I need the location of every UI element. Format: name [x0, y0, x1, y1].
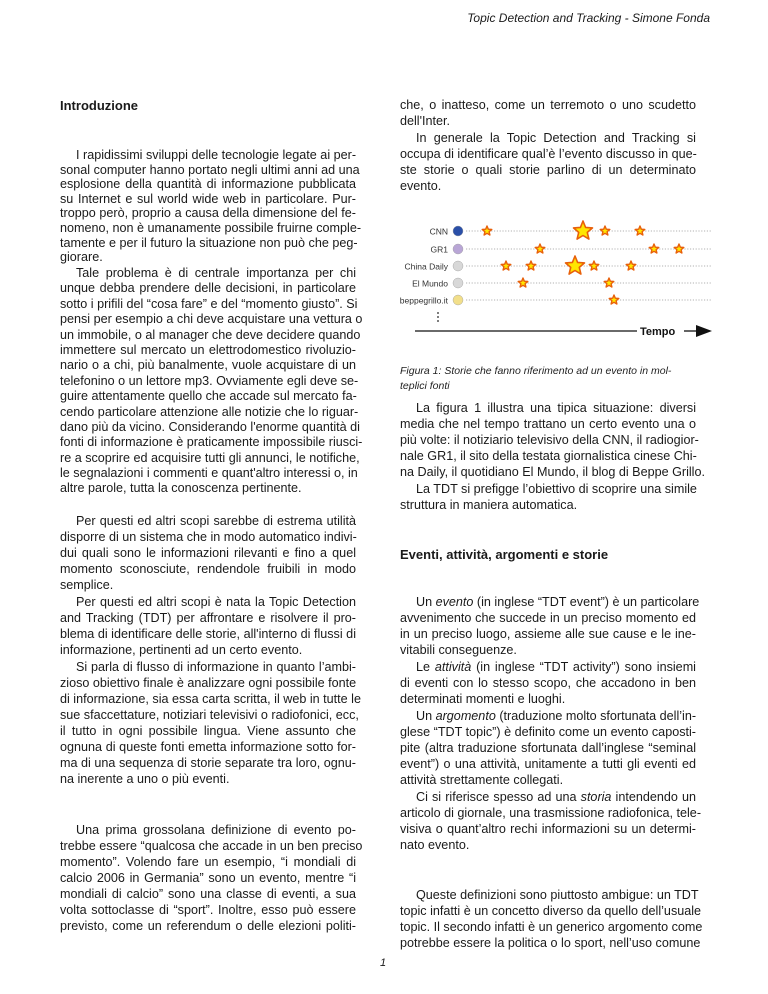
- text-line: evento.: [400, 179, 442, 193]
- text-line: I rapidissimi sviluppi delle tecnologie legate ai per-: [76, 148, 357, 162]
- text-line: dui quali sono le informazioni rilevanti e fino a quel: [60, 546, 356, 560]
- story-star-icon: [635, 226, 645, 235]
- text-line: and Tracking (TDT) per affrontare e risolvere il pro-: [60, 611, 356, 625]
- source-label: beppegrillo.it: [399, 295, 448, 306]
- text-line: visiva o quant’altro rechi informazioni su un determi-: [400, 822, 696, 836]
- text-line: volta sottoclasse di “sport”. Inoltre, esso può essere: [60, 903, 356, 917]
- text-line: [400, 708, 696, 724]
- axis-label: Tempo: [640, 326, 676, 338]
- paragraph: [60, 822, 363, 934]
- text-line: nario o a chi, più banalmente, vuole acquistare di un: [60, 358, 356, 373]
- more-sources-dot: [437, 320, 439, 322]
- source-label: GR1: [430, 244, 448, 255]
- text-line: Per questi ed altri scopi sarebbe di estrema utilità: [76, 514, 356, 528]
- text-line: un immobile, o al manager che deve decidere quando: [60, 327, 361, 342]
- text-line: momento”. Volendo fare un esempio, “i mondiali di: [60, 855, 356, 869]
- text-line: dell'Inter.: [400, 114, 451, 128]
- text-line: ognuna di queste fonti emetta informazione sotto for-: [60, 740, 356, 754]
- text-line: na inerente a uno o più eventi.: [60, 772, 230, 786]
- story-star-icon: [518, 278, 528, 287]
- text-line: vitabili conseguenze.: [400, 643, 517, 657]
- emphasized-term: attività: [434, 660, 472, 674]
- emphasized-term: evento: [435, 595, 474, 609]
- text-line: nomeno, non è umanamente possibile fruirne comple-: [60, 220, 362, 235]
- paragraph: [400, 789, 702, 853]
- text-line: pite (altra traduzione sfortunata dall’inglese “seminal: [400, 741, 696, 755]
- text-line: unque debba prendere delle decisioni, in particolare: [60, 281, 356, 296]
- arrow-right-icon: [696, 325, 712, 337]
- story-star-icon: [566, 256, 585, 274]
- text-line: zioso obiettivo finale è analizzare ogni possibile fonte: [60, 676, 357, 690]
- text-line: Si parla di flusso di informazione in quanto l’ambi-: [76, 660, 356, 674]
- text-line: sonal computer hanno portato negli ultimi anni ad una: [60, 162, 360, 177]
- text-line: na Daily, il quotidiano El Mundo, il blog di Beppe Grillo.: [400, 465, 705, 479]
- text-span: intendendo un: [611, 790, 696, 804]
- text-line: cendo particolare attenzione alle notizie che lo riguar-: [60, 404, 359, 419]
- text-line: le segnalazioni i commenti e quant'altro interessi o, in: [60, 466, 358, 481]
- text-span: Un: [416, 709, 436, 723]
- text-line: momento sconosciute, rendendole fruibili in modo: [60, 562, 356, 576]
- section-heading-introduzione: Introduzione: [60, 98, 138, 113]
- emphasized-term: storia: [580, 790, 612, 804]
- story-star-icon: [526, 261, 536, 270]
- source-label: CNN: [429, 226, 448, 237]
- text-line: troppo però, proprio a causa della dimensione del fe-: [60, 206, 356, 221]
- text-span: Un: [416, 595, 436, 609]
- text-line: pensi per esempio a chi deve acquistare una vettura o: [60, 312, 363, 327]
- text-line: giorare.: [60, 250, 103, 265]
- text-line: Per questi ed altri scopi è nata la Topic Detection: [76, 595, 356, 609]
- text-line: altre parole, tutta la conoscenza pertinente.: [60, 481, 302, 496]
- text-line: [400, 789, 696, 805]
- page-number: 1: [380, 957, 387, 969]
- paragraph: [60, 594, 356, 658]
- section-heading-eventi: Eventi, attività, argomenti e storie: [400, 547, 609, 562]
- text-line: esplosione della quantità di informazione pubblicata: [60, 177, 356, 192]
- story-star-icon: [482, 226, 492, 235]
- text-line: su Internet e sul world wide web in particolare. Pur-: [60, 191, 356, 206]
- text-line: attività strettamente collegati.: [400, 773, 564, 787]
- text-line: [400, 594, 700, 610]
- text-line: determinati momenti e luoghi.: [400, 692, 566, 706]
- text-line: informazione, pertinenti ad un certo evento.: [60, 643, 303, 657]
- running-header: Topic Detection and Tracking - Simone Fonda: [467, 11, 710, 25]
- text-line: tamente e per il futuro la situazione non può che peg-: [60, 235, 358, 250]
- globe-icon: [453, 226, 463, 236]
- text-line: calcio 2006 in Germania” sono un evento, mentre “i: [60, 871, 356, 885]
- text-line: topic. Il secondo infatti è un generico argomento come: [400, 920, 703, 934]
- text-line: avvenimento che succede in un preciso momento ed: [400, 611, 696, 625]
- text-line: sue sfaccettature, notiziari televisivi o radiofonici, ecc,: [60, 708, 359, 722]
- caption-line: teplici fonti: [400, 380, 450, 392]
- story-star-icon: [574, 221, 593, 239]
- story-star-icon: [649, 244, 659, 253]
- more-sources-dot: [437, 316, 439, 318]
- text-line: semplice.: [60, 578, 114, 592]
- text-line: guire attentamente quello che accade sul mercato fa-: [60, 389, 357, 404]
- document-icon: [453, 261, 463, 271]
- text-line: ma di una sequenza di storie separate tra loro, ognu-: [60, 756, 356, 770]
- paragraph: [400, 708, 696, 788]
- text-line: Una prima grossolana definizione di evento po-: [76, 823, 356, 837]
- emphasized-term: argomento: [435, 709, 496, 723]
- text-line: di eventi con lo stesso scopo, che accadono in ben: [400, 676, 696, 690]
- text-line: telefonino o un lettore mp3. Ovviamente egli deve se-: [60, 373, 359, 388]
- text-line: nato evento.: [400, 838, 470, 852]
- radio-icon: [453, 244, 463, 254]
- text-line: re a scoprire ed acquisire tutti gli annunci, le notifiche,: [60, 450, 360, 465]
- text-span: (in inglese “TDT event”) è un particolare: [473, 595, 700, 609]
- source-label: El Mundo: [412, 278, 448, 289]
- text-span: Le: [416, 660, 435, 674]
- caption-line: Figura 1: Storie che fanno riferimento ad un evento in mol-: [400, 365, 672, 377]
- paragraph: [400, 400, 705, 480]
- text-line: sotto i prifili del “cosa fare” e del “momento giusto”. Si: [60, 296, 358, 311]
- text-line: media che nel tempo trattano un certo evento una o: [400, 417, 696, 431]
- text-line: glese “TDT topic”) è definito come un evento caposti-: [400, 725, 696, 739]
- text-line: dano più da vicino. Considerando l'enorme quantità di: [60, 419, 360, 434]
- paragraph: [400, 594, 700, 658]
- text-line: più volte: il notiziario televisivo della CNN, il radiogior-: [400, 433, 699, 447]
- figure-caption: [400, 364, 700, 394]
- text-line: [400, 659, 696, 675]
- paragraph: [60, 659, 361, 787]
- story-star-icon: [604, 278, 614, 287]
- text-line: che, o inatteso, come un terremoto o uno scudetto: [400, 98, 696, 112]
- figure-1: [0, 0, 768, 360]
- story-star-icon: [674, 244, 684, 253]
- text-line: ste storie o quali storie parlino di un determinato: [400, 163, 696, 177]
- text-span: (in inglese “TDT activity”) sono insiemi: [471, 660, 696, 674]
- text-line: nale GR1, il sito della testata giornalistica cinese Chi-: [400, 449, 697, 463]
- text-line: topic infatti è un concetto diverso da quello dell’usuale: [400, 904, 702, 918]
- source-label: China Daily: [404, 261, 448, 272]
- text-line: di informazione, sia essa carta scritta, il web in tutte le: [60, 692, 361, 706]
- text-line: In generale la Topic Detection and Tracking si: [416, 131, 696, 145]
- more-sources-dot: [437, 312, 439, 314]
- text-line: trebbe essere “qualcosa che accade in un ben preciso: [60, 839, 363, 853]
- text-line: articolo di giornale, una trasmissione radiofonica, tele-: [400, 806, 702, 820]
- story-star-icon: [609, 295, 619, 304]
- story-star-icon: [501, 261, 511, 270]
- text-line: mondiali di calcio” sono una classe di eventi, a sua: [60, 887, 356, 901]
- paragraph: [60, 513, 356, 593]
- story-star-icon: [589, 261, 599, 270]
- text-line: struttura in maniera automatica.: [400, 498, 578, 512]
- story-star-icon: [535, 244, 545, 253]
- story-star-icon: [600, 226, 610, 235]
- notes-icon: [453, 295, 463, 305]
- text-line: blema di identificare delle storie, all'interno di flussi di: [60, 627, 356, 641]
- story-star-icon: [626, 261, 636, 270]
- document-icon: [453, 278, 463, 288]
- text-line: fonti di informazione è praticamente impossibile riusci-: [60, 435, 363, 450]
- paragraph: [400, 481, 696, 513]
- text-line: immettere sul mercato un elettrodomestico rivoluzio-: [60, 342, 356, 357]
- text-line: potrebbe essere la politica o lo sport, nell’uso comune: [400, 936, 701, 950]
- text-line: il tutto in ogni possibile lingua. Viene assunto che: [60, 724, 356, 738]
- text-span: (traduzione molto sfortunata dell’in-: [495, 709, 697, 723]
- text-line: in un preciso luogo, assieme alle sue cause e le ine-: [400, 627, 696, 641]
- text-line: occupa di identificare qual’è l’evento discusso in que-: [400, 147, 697, 161]
- paragraph: [400, 659, 696, 707]
- paragraph: [400, 887, 703, 951]
- text-line: previsto, come un referendum o delle elezioni politi-: [60, 919, 356, 933]
- text-line: Tale problema è di centrale importanza per chi: [76, 266, 356, 280]
- text-line: Queste definizioni sono piuttosto ambigue: un TDT: [416, 888, 699, 902]
- text-line: disporre di un sistema che in modo automatico indivi-: [60, 530, 357, 544]
- text-line: La TDT si prefigge l’obiettivo di scoprire una simile: [416, 482, 697, 496]
- text-span: Ci si riferisce spesso ad una: [416, 790, 581, 804]
- text-line: event”) o una attività, unitamente a tutti gli eventi ed: [400, 757, 696, 771]
- text-line: La figura 1 illustra una tipica situazione: diversi: [416, 401, 696, 415]
